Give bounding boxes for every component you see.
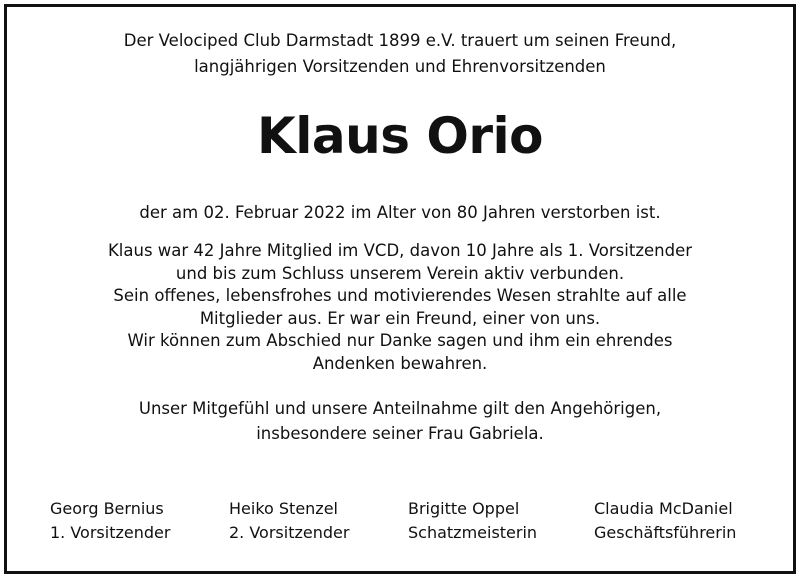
intro-text (0, 28, 800, 80)
signatory-name: Brigitte Oppel (408, 499, 520, 518)
signatory-name: Claudia McDaniel (594, 499, 733, 518)
tribute-line: Wir können zum Abschied nur Danke sagen und ihm ein ehrendes (127, 331, 673, 350)
death-line: der am 02. Februar 2022 im Alter von 80 Jahren verstorben ist. (139, 203, 661, 222)
tribute-line: Andenken bewahren. (312, 353, 488, 373)
signatory (229, 497, 349, 545)
signatory-role: Schatzmeisterin (408, 523, 538, 542)
signatory-role: Geschäftsführerin (594, 523, 737, 542)
intro-line: langjährigen Vorsitzenden und Ehrenvorsitzenden (194, 57, 606, 76)
signatory-role: 1. Vorsitzender (50, 523, 171, 542)
deceased-name: Klaus Orio (256, 107, 544, 165)
condolence-line: insbesondere seiner Frau Gabriela. (256, 424, 544, 443)
signatory-role: 2. Vorsitzender (229, 523, 350, 542)
tribute-line: und bis zum Schluss unserem Verein aktiv verbunden. (175, 263, 625, 283)
tribute-line: Sein offenes, lebensfrohes und motivierendes Wesen strahlte auf alle (113, 286, 687, 305)
signatory (50, 497, 170, 545)
tribute-line: Klaus war 42 Jahre Mitglied im VCD, davon 10 Jahre als 1. Vorsitzender (107, 241, 693, 260)
condolence-line: Unser Mitgefühl und unsere Anteilnahme gilt den Angehörigen, (138, 399, 662, 418)
signatory (594, 497, 736, 545)
signatory (408, 497, 537, 545)
tribute-text (0, 240, 800, 375)
condolence-text (0, 396, 800, 446)
intro-line: Der Velociped Club Darmstadt 1899 e.V. trauert um seinen Freund, (123, 31, 677, 50)
tribute-line: Mitglieder aus. Er war ein Freund, einer von uns. (199, 308, 601, 328)
signatory-name: Georg Bernius (50, 499, 164, 518)
signatory-name: Heiko Stenzel (229, 499, 338, 518)
